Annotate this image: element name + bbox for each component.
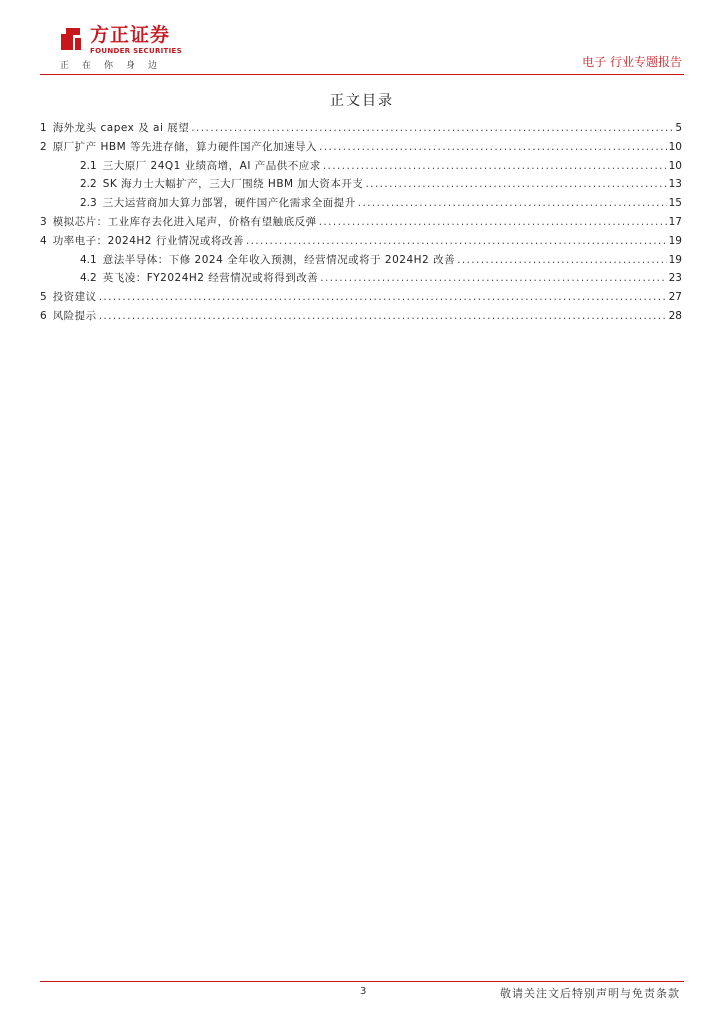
toc-entry-title: 风险提示 xyxy=(52,309,97,322)
toc-entry-page: 17 xyxy=(668,215,682,228)
toc-leader-dots xyxy=(457,254,667,266)
founder-logo-icon xyxy=(58,26,84,52)
toc-entry-page: 10 xyxy=(668,159,682,172)
toc-entry-page: 27 xyxy=(668,291,682,304)
toc-entry-number: 2.1 xyxy=(80,159,97,172)
toc-leader-dots xyxy=(246,235,667,247)
toc-entry-number: 6 xyxy=(40,309,47,322)
toc-entry-title: 三大原厂 24Q1 业绩高增，AI 产品供不应求 xyxy=(102,159,321,172)
toc-entry[interactable] xyxy=(40,139,682,158)
toc-entry[interactable] xyxy=(40,195,682,214)
brand-slogan: 正在你身边 xyxy=(60,61,171,71)
toc-entry-title: 海外龙头 capex 及 ai 展望 xyxy=(52,122,190,134)
toc-entry-page: 13 xyxy=(668,178,682,191)
toc-leader-dots xyxy=(365,178,666,190)
toc-entry[interactable] xyxy=(40,120,682,139)
toc-entry-title: 意法半导体：下修 2024 全年收入预测，经营情况或将于 2024H2 改善 xyxy=(102,253,456,266)
toc-entry-title: 功率电子：2024H2 行业情况或将改善 xyxy=(52,234,244,247)
toc-entry-number: 2.3 xyxy=(80,197,97,210)
toc-leader-dots xyxy=(319,141,667,153)
toc-entry[interactable] xyxy=(40,270,682,289)
toc-entry-title: 英飞凌：FY2024H2 经营情况或将得到改善 xyxy=(102,272,319,285)
toc-leader-dots xyxy=(358,197,667,209)
toc-entry-page: 5 xyxy=(675,122,682,134)
toc-entry-page: 10 xyxy=(668,140,682,153)
toc-leader-dots xyxy=(323,160,667,172)
toc-entry-number: 5 xyxy=(40,291,47,304)
page-number: 3 xyxy=(360,986,367,997)
toc-entry-title: 三大运营商加大算力部署，硬件国产化需求全面提升 xyxy=(102,197,356,210)
toc-entry[interactable] xyxy=(40,214,682,233)
brand-name-cn: 方正证券 xyxy=(90,24,171,46)
toc-entry[interactable] xyxy=(40,308,682,327)
toc-entry-page: 19 xyxy=(668,234,682,247)
report-type: 电子 行业专题报告 xyxy=(582,55,682,69)
toc-entry[interactable] xyxy=(40,252,682,271)
toc-leader-dots xyxy=(320,272,666,284)
toc-entry-page: 23 xyxy=(668,272,682,285)
toc-entry[interactable] xyxy=(40,176,682,195)
disclaimer-notice: 敬请关注文后特别声明与免责条款 xyxy=(500,987,680,1000)
toc-leader-dots xyxy=(191,122,673,134)
toc-entry[interactable] xyxy=(40,233,682,252)
footer-divider xyxy=(40,981,684,982)
brand-name-en: FOUNDER SECURITIES xyxy=(90,47,182,55)
toc-entry-title: 原厂扩产 HBM 等先进存储，算力硬件国产化加速导入 xyxy=(52,140,318,153)
toc-leader-dots xyxy=(99,291,667,303)
toc-entry[interactable] xyxy=(40,158,682,177)
toc-entry-number: 4 xyxy=(40,234,47,247)
toc-entry-page: 19 xyxy=(668,253,682,266)
toc-leader-dots xyxy=(319,216,667,228)
toc-leader-dots xyxy=(99,310,667,322)
toc-entry-number: 4.2 xyxy=(80,272,97,285)
toc-entry-number: 4.1 xyxy=(80,253,97,266)
header-divider xyxy=(40,74,684,75)
toc-entry-number: 2 xyxy=(40,140,47,153)
toc-entry-number: 3 xyxy=(40,215,47,228)
toc-entry-page: 28 xyxy=(668,309,682,322)
toc-entry-number: 1 xyxy=(40,122,47,134)
toc-entry-page: 15 xyxy=(668,197,682,210)
toc-title: 正文目录 xyxy=(330,93,394,109)
table-of-contents xyxy=(40,120,682,327)
toc-entry[interactable] xyxy=(40,289,682,308)
toc-entry-title: 模拟芯片：工业库存去化进入尾声，价格有望触底反弹 xyxy=(52,215,317,228)
toc-entry-number: 2.2 xyxy=(80,178,97,191)
toc-entry-title: 投资建议 xyxy=(52,291,97,304)
toc-entry-title: SK 海力士大幅扩产，三大厂围绕 HBM 加大资本开支 xyxy=(102,178,364,191)
